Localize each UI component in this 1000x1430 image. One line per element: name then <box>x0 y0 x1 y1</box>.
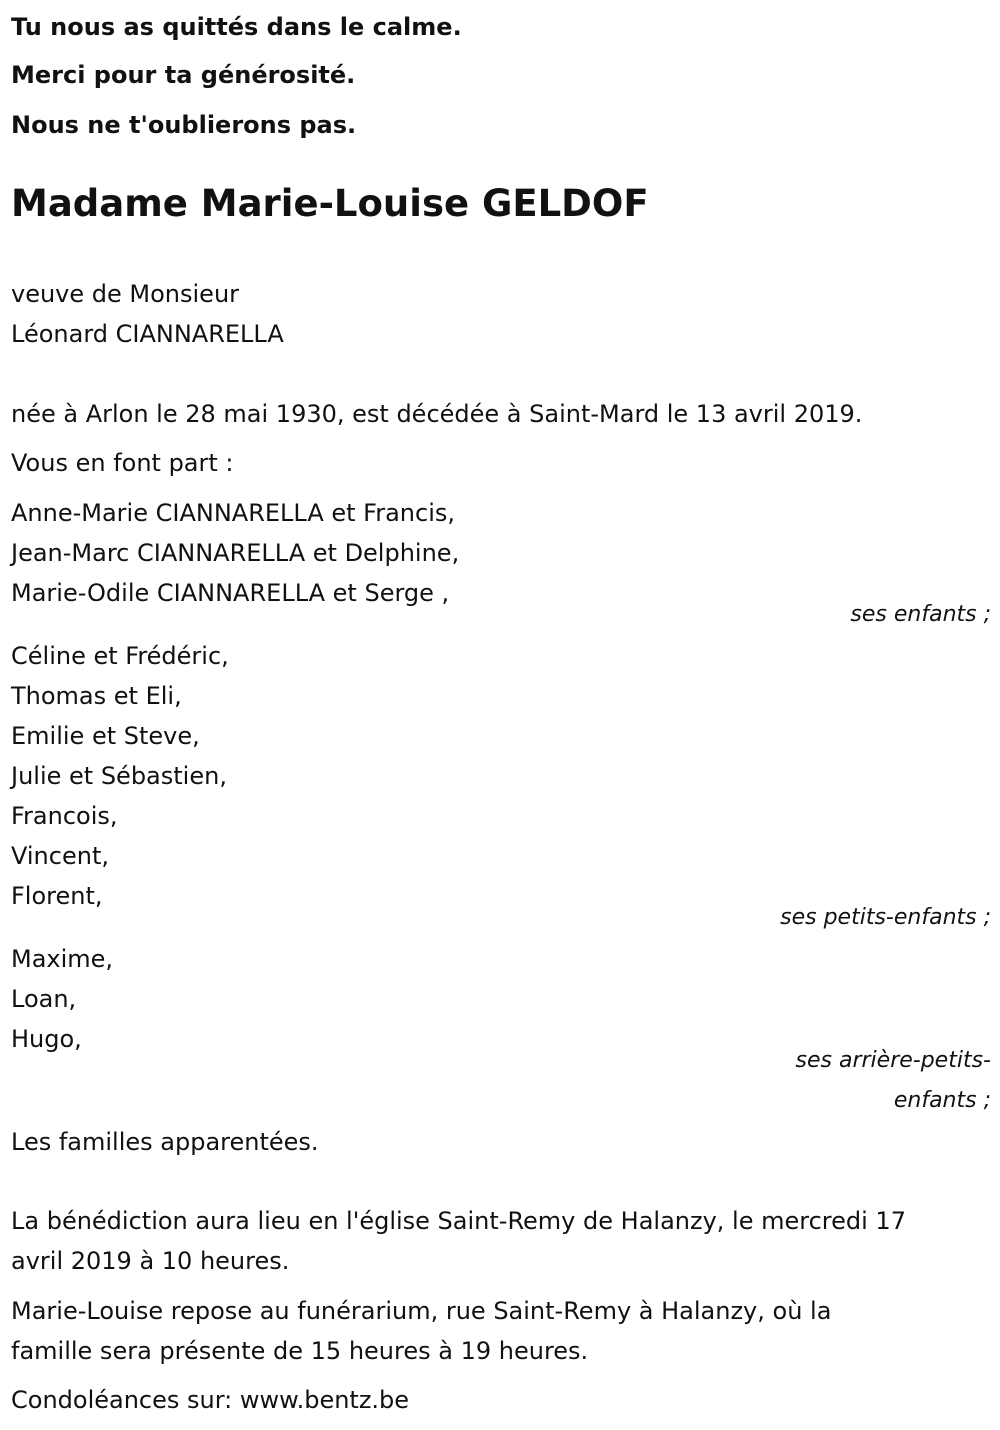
great-grandchildren-label-line-2: enfants ; <box>893 1088 991 1113</box>
epigraph-line-1: Tu nous as quittés dans le calme. <box>11 13 462 41</box>
child-line: Marie-Odile CIANNARELLA et Serge , <box>11 579 450 607</box>
grandchild-line: Thomas et Eli, <box>11 682 182 710</box>
child-line: Jean-Marc CIANNARELLA et Delphine, <box>11 539 460 567</box>
child-line: Anne-Marie CIANNARELLA et Francis, <box>11 499 456 527</box>
birth-death-text: née à Arlon le 28 mai 1930, est décédée à Saint-Mard le 13 avril 2019. <box>11 400 863 428</box>
grandchild-line: Céline et Frédéric, <box>11 642 229 670</box>
great-grandchild-line: Hugo, <box>11 1025 82 1053</box>
great-grandchildren-label-line-1: ses arrière-petits- <box>795 1048 991 1073</box>
great-grandchild-line: Maxime, <box>11 945 114 973</box>
viewing-line-2: famille sera présente de 15 heures à 19 heures. <box>11 1337 589 1365</box>
great-grandchild-line: Loan, <box>11 985 77 1013</box>
condolences-line <box>11 1385 409 1415</box>
grandchild-line: Florent, <box>11 882 103 910</box>
ceremony-line-1: La bénédiction aura lieu en l'église Saint-Remy de Halanzy, le mercredi 17 <box>11 1207 906 1235</box>
announcement-text: Vous en font part : <box>11 449 234 477</box>
ceremony-line-2: avril 2019 à 10 heures. <box>11 1247 290 1275</box>
viewing-line-1: Marie-Louise repose au funérarium, rue Saint-Remy à Halanzy, où la <box>11 1297 832 1325</box>
epigraph-line-2: Merci pour ta générosité. <box>11 61 356 89</box>
condolences-link[interactable]: www.bentz.be <box>239 1386 410 1414</box>
grandchild-line: Vincent, <box>11 842 109 870</box>
grandchildren-label: ses petits-enfants ; <box>780 905 991 930</box>
grandchild-line: Francois, <box>11 802 118 830</box>
families-text: Les familles apparentées. <box>11 1128 319 1156</box>
grandchild-line: Julie et Sébastien, <box>11 762 227 790</box>
widow-line-2: Léonard CIANNARELLA <box>11 320 284 348</box>
widow-line-1: veuve de Monsieur <box>11 280 240 308</box>
grandchild-line: Emilie et Steve, <box>11 722 200 750</box>
deceased-name: Madame Marie-Louise GELDOF <box>11 182 649 225</box>
children-label: ses enfants ; <box>850 602 991 627</box>
condolences-label: Condoléances sur: <box>11 1386 240 1414</box>
epigraph-line-3: Nous ne t'oublierons pas. <box>11 111 357 139</box>
